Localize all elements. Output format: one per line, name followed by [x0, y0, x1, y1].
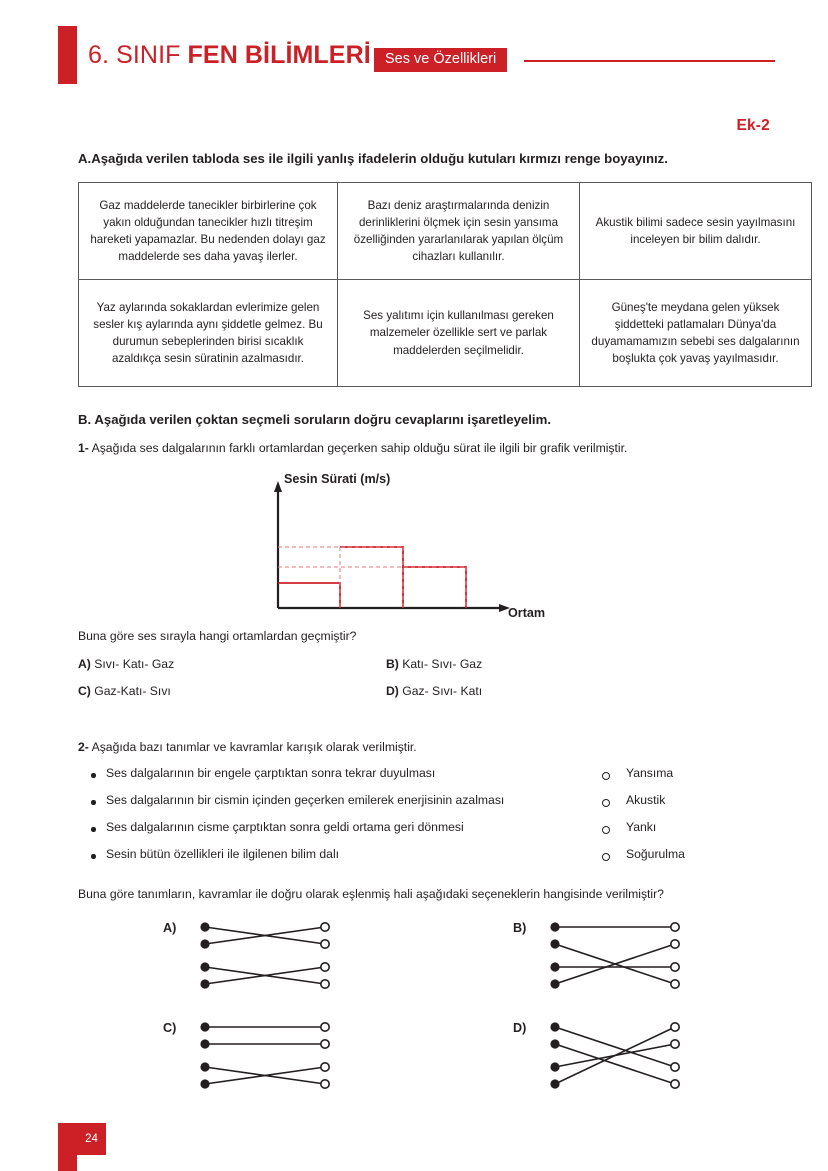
- option-letter: A): [78, 657, 91, 671]
- question-2-option-a[interactable]: [163, 918, 363, 998]
- option-text: Gaz-Katı- Sıvı: [94, 684, 171, 698]
- option-letter: B): [386, 657, 399, 671]
- question-1-option-d[interactable]: [386, 684, 482, 698]
- bullet-icon: [91, 827, 96, 832]
- question-1-text: Aşağıda ses dalgalarının farklı ortamlardan geçerken sahip olduğu sürat ile ilgili bir grafik verilmiştir.: [91, 441, 628, 455]
- left-nodes: [200, 1022, 209, 1088]
- term-text: Soğurulma: [626, 847, 685, 861]
- table-cell[interactable]: Yaz aylarında sokaklardan evlerimize gelen sesler kış aylarında aynı şiddetle gelmez. Bu durumun sebeplerinden birisi sıcaklık azaldıkça sesin süratinin azalmasıdır.: [79, 280, 338, 387]
- bullet-icon: [91, 854, 96, 859]
- right-nodes: [671, 1023, 679, 1088]
- question-2-number: 2-: [78, 740, 89, 754]
- chart-y-axis-label: Sesin Sürati (m/s): [284, 472, 391, 486]
- chart-bars: [278, 547, 466, 608]
- question-1-option-a[interactable]: [78, 657, 174, 671]
- definition-text: Ses dalgalarının bir cismin içinden geçerken emilerek enerjisinin azalması: [106, 793, 505, 807]
- header-topic-chip: Ses ve Özellikleri: [374, 48, 507, 72]
- list-item: [78, 792, 748, 819]
- question-1-prompt: Buna göre ses sırayla hangi ortamlardan geçmiştir?: [78, 629, 357, 643]
- option-letter: B): [513, 921, 527, 935]
- matching-diagram-c: [195, 1018, 355, 1096]
- term-text: Akustik: [626, 793, 666, 807]
- left-nodes: [550, 1022, 559, 1088]
- question-2-match-list: [78, 765, 748, 873]
- option-text: Gaz- Sıvı- Katı: [402, 684, 483, 698]
- section-a-title: A.Aşağıda verilen tabloda ses ile ilgili yanlış ifadelerin olduğu kutuları kırmızı renge boyayınız.: [78, 151, 668, 166]
- page-number: 24: [77, 1123, 106, 1155]
- list-item: [78, 765, 748, 792]
- definition-text: Sesin bütün özellikleri ile ilgilenen bilim dalı: [106, 847, 340, 861]
- matching-diagram-d: [545, 1018, 705, 1096]
- statement-table-wrapper: [78, 182, 800, 387]
- question-1-stem: [78, 441, 627, 455]
- left-nodes: [200, 922, 209, 988]
- table-cell[interactable]: Akustik bilimi sadece sesin yayılmasını inceleyen bir bilim dalıdır.: [580, 183, 812, 280]
- list-item: [78, 819, 748, 846]
- table-row: [79, 280, 812, 387]
- question-2-option-b[interactable]: [513, 918, 713, 998]
- header-rule: [524, 60, 775, 62]
- chart-x-axis-label: Ortam: [508, 606, 546, 620]
- match-circle-icon[interactable]: [602, 853, 610, 861]
- page-title: [88, 41, 371, 70]
- table-cell[interactable]: Bazı deniz araştırmalarında denizin derinliklerini ölçmek için sesin yansıma özelliğinden yararlanılarak yapılan ölçüm cihazları kullanılır.: [338, 183, 580, 280]
- right-nodes: [671, 923, 679, 988]
- option-letter: A): [163, 921, 177, 935]
- table-cell[interactable]: Gaz maddelerde tanecikler birbirlerine çok yakın olduğundan tanecikler hızlı titreşim hareketi yapamazlar. Bu nedenden dolayı gaz maddelerde ses daha yavaş ilerler.: [79, 183, 338, 280]
- table-cell[interactable]: Ses yalıtımı için kullanılması gereken malzemeler özellikle sert ve parlak maddelerden seçilmelidir.: [338, 280, 580, 387]
- match-circle-icon[interactable]: [602, 826, 610, 834]
- chart-svg: [258, 472, 568, 627]
- question-1-option-c[interactable]: [78, 684, 171, 698]
- question-1-number: 1-: [78, 441, 89, 455]
- question-2-option-d[interactable]: [513, 1018, 713, 1098]
- term-text: Yankı: [626, 820, 657, 834]
- footer-accent-bar: [58, 1123, 77, 1171]
- option-letter: C): [163, 1021, 177, 1035]
- definition-text: Ses dalgalarının bir engele çarptıktan sonra tekrar duyulması: [106, 766, 436, 780]
- table-row: [79, 183, 812, 280]
- left-nodes: [550, 922, 559, 988]
- matching-diagram-a: [195, 918, 355, 996]
- option-letter: D): [386, 684, 399, 698]
- option-text: Katı- Sıvı- Gaz: [402, 657, 483, 671]
- page-header: [0, 0, 828, 92]
- question-2-text: Aşağıda bazı tanımlar ve kavramlar karışık olarak verilmiştir.: [91, 740, 417, 754]
- matching-diagram-b: [545, 918, 705, 996]
- table-cell[interactable]: Güneş'te meydana gelen yüksek şiddetteki patlamaları Dünya'da duyamamamızın sebebi ses dalgalarının boşlukta çok yavaş yayılmasıdır.: [580, 280, 812, 387]
- question-1-option-b[interactable]: [386, 657, 482, 671]
- term-text: Yansıma: [626, 766, 674, 780]
- chart-guidelines: [278, 547, 466, 608]
- sound-speed-bar-chart: [258, 472, 568, 627]
- right-nodes: [321, 923, 329, 988]
- appendix-badge: Ek-2: [736, 117, 770, 134]
- option-letter: D): [513, 1021, 527, 1035]
- question-2-option-c[interactable]: [163, 1018, 363, 1098]
- bullet-icon: [91, 800, 96, 805]
- option-text: Sıvı- Katı- Gaz: [94, 657, 175, 671]
- statement-table: [78, 182, 812, 387]
- match-circle-icon[interactable]: [602, 772, 610, 780]
- header-subject: FEN BİLİMLERİ: [187, 41, 371, 69]
- question-2-stem: [78, 740, 417, 754]
- bullet-icon: [91, 773, 96, 778]
- list-item: [78, 846, 748, 873]
- section-b-title: B. Aşağıda verilen çoktan seçmeli soruların doğru cevaplarını işaretleyelim.: [78, 412, 551, 427]
- header-accent-bar: [58, 26, 77, 84]
- definition-text: Ses dalgalarının cisme çarptıktan sonra geldi ortama geri dönmesi: [106, 820, 464, 834]
- header-grade: 6. SINIF: [88, 41, 181, 69]
- match-circle-icon[interactable]: [602, 799, 610, 807]
- right-nodes: [321, 1023, 329, 1088]
- question-2-prompt: Buna göre tanımların, kavramlar ile doğru olarak eşlenmiş hali aşağıdaki seçeneklerin hangisinde verilmiştir?: [78, 887, 664, 901]
- option-letter: C): [78, 684, 91, 698]
